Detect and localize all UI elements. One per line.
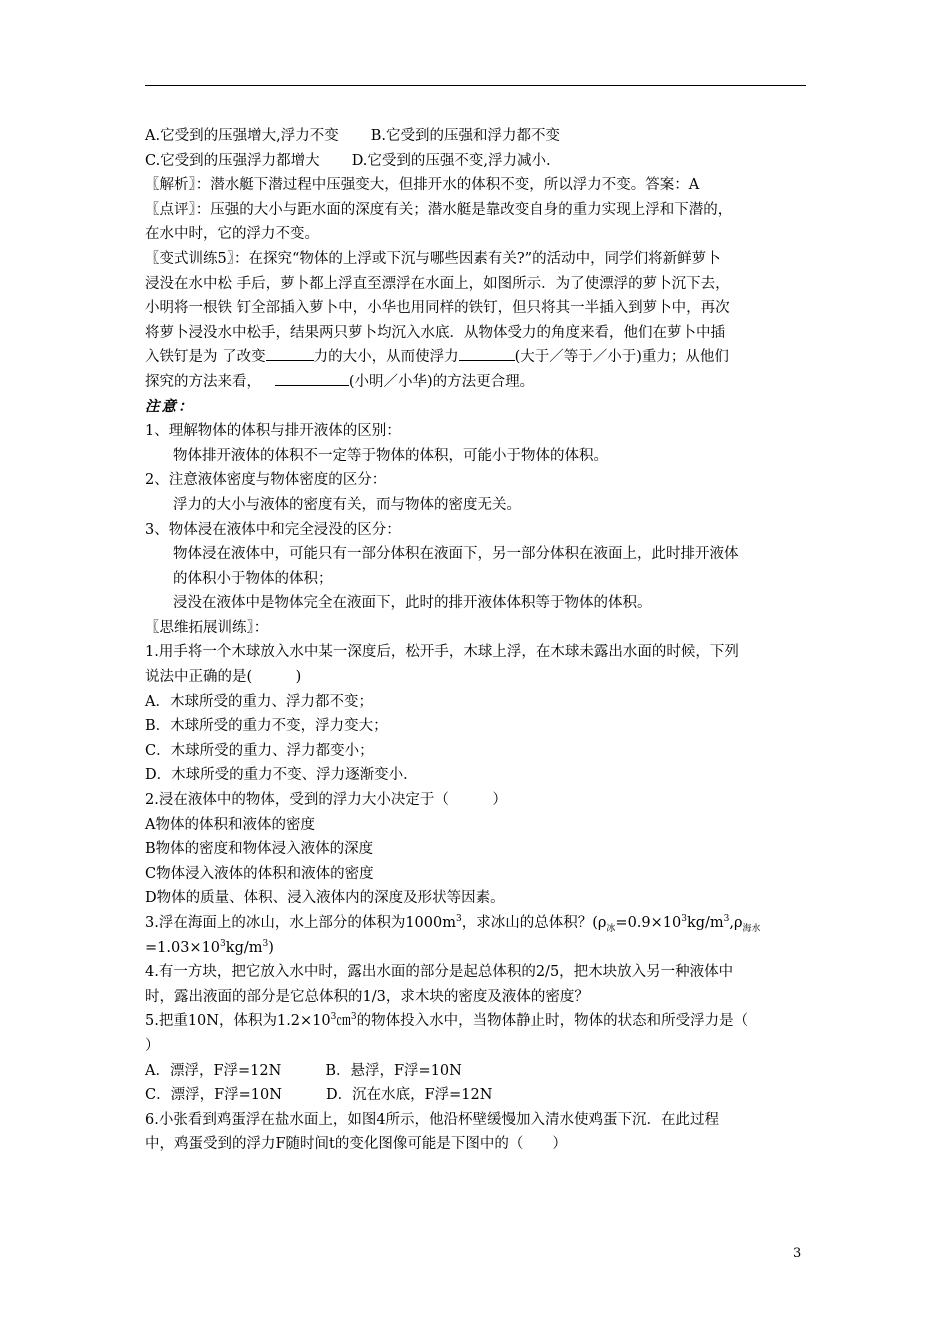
exercise-line: 浸没在水中松 手后，萝卜都上浮直至漂浮在水面上，如图所示．为了使漂浮的萝卜沉下去， [145, 275, 730, 292]
comment-line: 在水中时，它的浮力不变。 [145, 226, 319, 243]
option-line: A．木球所受的重力、浮力都不变； [145, 693, 373, 710]
question-line: 5.把重10N，体积为$1.2\times 10^3㎝^3$的物体投入水中，当物体静止时，物体的状态和所受浮力是（ [145, 1012, 749, 1030]
question-line: 说法中正确的是( ) [145, 669, 302, 686]
note-text: 物体浸在液体中，可能只有一部分体积在液面下，另一部分体积在液面上，此时排开液体 [173, 546, 739, 563]
question-line: 3.浮在海面上的冰山，水上部分的体积为$1000m^3$，求冰山的总体积？($\rho_冰=0.9\times 10^3kg/m^3,\rho_{海水}$ [145, 914, 761, 934]
note-item: 2、注意液体密度与物体密度的区分： [145, 472, 387, 489]
note-heading: 注意： [145, 398, 195, 415]
option-line: B．木球所受的重力不变，浮力变大； [145, 718, 388, 735]
answer-blank[interactable] [459, 346, 515, 361]
analysis-line: 〖解析〗：潜水艇下潜过程中压强变大，但排开水的体积不变，所以浮力不变。答案：A [145, 177, 700, 194]
note-text: 浸没在液体中是物体完全在液面下，此时的排开液体体积等于物体的体积。 [173, 595, 652, 612]
option-line: B物体的密度和物体浸入液体的深度 [145, 841, 374, 858]
question-line: 4.有一方块，把它放入水中时，露出水面的部分是起总体积的2/5，把木块放入另一种液体中 [145, 964, 734, 981]
option-line: D物体的质量、体积、浸入液体内的深度及形状等因素。 [145, 890, 505, 907]
note-item: 3、物体浸在液体中和完全浸没的区分： [145, 521, 401, 538]
question-line: 1.用手将一个木球放入水中某一深度后，松开手，木球上浮，在木球未露出水面的时候，下列 [145, 644, 739, 661]
option-line: D．木球所受的重力不变、浮力逐渐变小． [145, 767, 418, 784]
question-line: 2.浸在液体中的物体，受到的浮力大小决定于（ ） [145, 792, 507, 809]
note-text: 浮力的大小与液体的密度有关，而与物体的密度无关。 [173, 496, 521, 513]
page-number: 3 [793, 1246, 802, 1261]
question-line: 6.小张看到鸡蛋浮在盐水面上，如图4所示，他沿杯壁缓慢加入清水使鸡蛋下沉．在此过程 [145, 1111, 720, 1128]
option-line: A．漂浮，F浮=12N B．悬浮，F浮=10N [145, 1062, 462, 1079]
option-line: C物体浸入液体的体积和液体的密度 [145, 865, 374, 882]
note-text: 物体排开液体的体积不一定等于物体的体积，可能小于物体的体积。 [173, 447, 608, 464]
exercise-line: 〖变式训练5〗：在探究“物体的上浮或下沉与哪些因素有关?”的活动中，同学们将新鲜萝卜 [145, 250, 721, 267]
question-line: 中，鸡蛋受到的浮力F随时间t的变化图像可能是下图中的（ ） [145, 1136, 567, 1153]
option-line: C．漂浮，F浮=10N D．沉在水底，F浮=12N [145, 1087, 493, 1104]
exercise-line: 小明将一根铁 钉全部插入萝卜中，小华也用同样的铁钉，但只将其一半插入到萝卜中，再次 [145, 300, 730, 317]
section-heading: 〖思维拓展训练〗： [145, 619, 269, 636]
note-item: 1、理解物体的体积与排开液体的区别： [145, 423, 401, 440]
answer-blank[interactable] [275, 371, 349, 386]
question-line: 时，露出液面的部分是它总体积的1/3，求木块的密度及液体的密度？ [145, 988, 589, 1005]
option-line: A.它受到的压强增大,浮力不变 B.它受到的压强和浮力都不变 [145, 128, 560, 144]
option-line: C．木球所受的重力、浮力都变小； [145, 742, 374, 759]
question-line: $=1.03\times 10^3kg/m^3$) [145, 938, 274, 956]
page-content [145, 124, 810, 1157]
answer-blank[interactable] [266, 346, 314, 361]
comment-line: 〖点评〗：压强的大小与距水面的深度有关；潜水艇是靠改变自身的重力实现上浮和下潜的， [145, 201, 733, 218]
question-line: ） [145, 1037, 160, 1054]
option-line: C.它受到的压强浮力都增大 D.它受到的压强不变,浮力减小. [145, 152, 551, 169]
header-rule [145, 85, 806, 86]
exercise-line: 探究的方法来看， (小明／小华)的方法更合理。 [145, 370, 810, 395]
option-line: A物体的体积和液体的密度 [145, 816, 315, 833]
exercise-line: 将萝卜浸没水中松手，结果两只萝卜均沉入水底．从物体受力的角度来看，他们在萝卜中插 [145, 324, 725, 341]
note-text: 的体积小于物体的体积； [173, 570, 333, 587]
exercise-line: 入铁钉是为 了改变 力的大小，从而使浮力 (大于／等于／小于)重力；从他们 [145, 345, 810, 370]
